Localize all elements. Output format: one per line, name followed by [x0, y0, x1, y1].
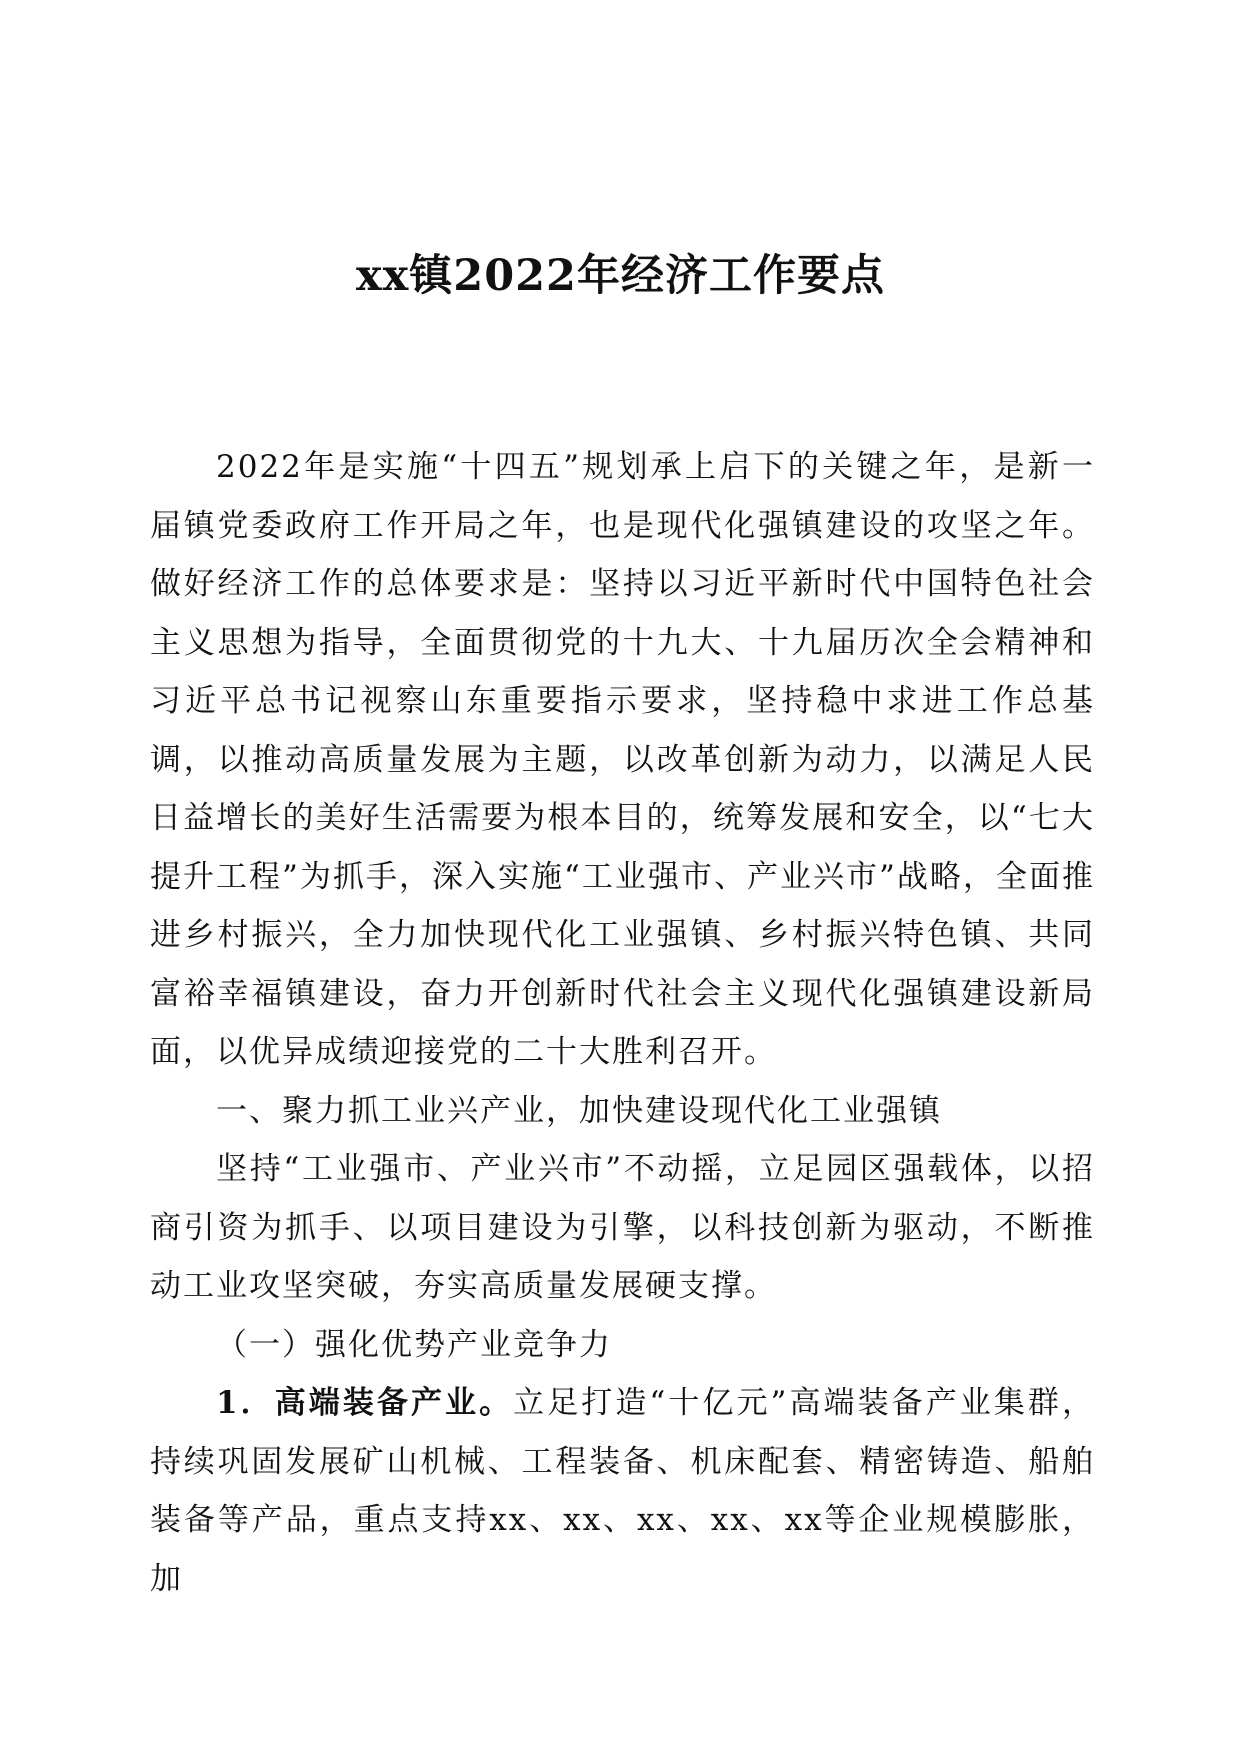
section-heading-1: 一、聚力抓工业兴产业，加快建设现代化工业强镇 [216, 1092, 942, 1129]
item-1-lead: 1．高端装备产业。 [216, 1385, 514, 1421]
item-1-paragraph [150, 1374, 1095, 1608]
item-1-text: 立足打造“十亿元”高端装备产业集群，持续巩固发展矿山机械、工程装备、机床配套、精密铸造、船舶装备等产品，重点支持xx、xx、xx、xx、xx等企业规模膨胀，加 [150, 1385, 1095, 1597]
subsection-heading-1: （一）强化优势产业竞争力 [216, 1326, 612, 1363]
intro-paragraph: 2022年是实施“十四五”规划承上启下的关键之年，是新一届镇党委政府工作开局之年，也是现代化强镇建设的攻坚之年。做好经济工作的总体要求是：坚持以习近平新时代中国特色社会主义思想为指导，全面贯彻党的十九大、十九届历次全会精神和习近平总书记视察山东重要指示要求，坚持稳中求进工作总基调，以推动高质量发展为主题，以改革创新为动力，以满足人民日益增长的美好生活需要为根本目的，统筹发展和安全，以“七大提升工程”为抓手，深入实施“工业强市、产业兴市”战略，全面推进乡村振兴，全力加快现代化工业强镇、乡村振兴特色镇、共同富裕幸福镇建设，奋力开创新时代社会主义现代化强镇建设新局面，以优异成绩迎接党的二十大胜利召开。 [150, 449, 1095, 1070]
document-body [150, 438, 1095, 1608]
section-1-paragraph: 坚持“工业强市、产业兴市”不动摇，立足园区强载体，以招商引资为抓手、以项目建设为引擎，以科技创新为驱动，不断推动工业攻坚突破，夯实高质量发展硬支撑。 [150, 1151, 1095, 1304]
document-title: xx镇2022年经济工作要点 [356, 251, 885, 301]
